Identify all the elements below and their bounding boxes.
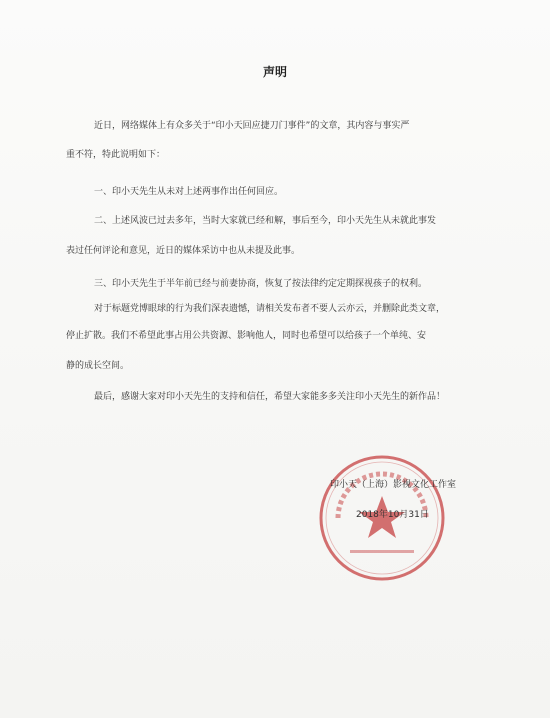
paragraph-line-8: 停止扩散。我们不希望此事占用公共资源、影响他人，同时也希望可以给孩子一个单纯、安 [66,331,427,341]
paragraph-line-1: 近日，网络媒体上有众多关于“印小天回应捷刀门事件”的文章，其内容与事实严 [94,121,410,131]
document-title: 声明 [262,65,287,79]
paragraph-line-9: 静的成长空间。 [66,361,130,371]
paragraph-line-7: 对于标题党博眼球的行为我们深表遗憾，请相关发布者不要人云亦云，并删除此类文章， [94,304,446,314]
signature-date: 2018年10月31日 [356,510,429,520]
signature-studio-name: 印小天（上海）影视文化工作室 [330,480,457,490]
paragraph-line-2: 重不符，特此说明如下： [66,150,166,160]
paragraph-line-5: 表过任何评论和意见，近日的媒体采访中也从未提及此事。 [66,246,301,256]
paragraph-line-3: 一、印小天先生从未对上述两事作出任何回应。 [94,187,284,197]
paragraph-line-6: 三、印小天先生于半年前已经与前妻协商，恢复了按法律约定定期探视孩子的权利。 [94,279,428,289]
paragraph-line-4: 二、上述风波已过去多年，当时大家就已经和解，事后至今，印小天先生从未就此事发 [94,216,437,226]
paragraph-line-10: 最后，感谢大家对印小天先生的支持和信任，希望大家能多多关注印小天先生的新作品！ [94,392,446,402]
